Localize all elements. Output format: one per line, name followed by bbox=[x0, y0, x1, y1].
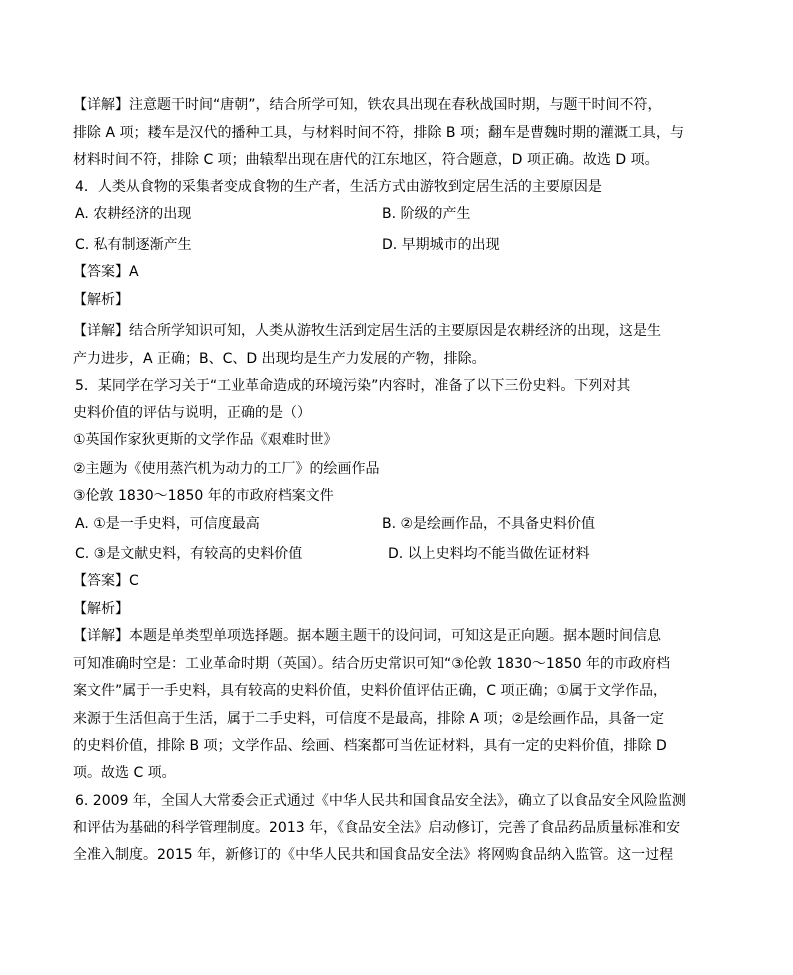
question-4-option-d: D. 早期城市的出现 bbox=[382, 237, 500, 253]
question-5-source-2: ②主题为《使用蒸汽机为动力的工厂》的绘画作品 bbox=[73, 461, 380, 477]
question-6-stem-line-3: 全准入制度。2015 年，新修订的《中华人民共和国食品安全法》将网购食品纳入监管。这一过程 bbox=[73, 847, 674, 863]
explanation-q5-line-5: 的史料价值，排除 B 项；文学作品、绘画、档案都可当佐证材料，具有一定的史料价值，排除 D bbox=[73, 738, 667, 754]
question-4-stem: 4．人类从食物的采集者变成食物的生产者，生活方式由游牧到定居生活的主要原因是 bbox=[75, 179, 602, 195]
question-5-option-b: B. ②是绘画作品，不具备史料价值 bbox=[382, 516, 596, 532]
question-4-analysis-heading: 【解析】 bbox=[73, 292, 129, 308]
explanation-q3-line-3: 材料时间不符，排除 C 项；曲辕犁出现在唐代的江东地区，符合题意，D 项正确。故选 D 项。 bbox=[73, 152, 659, 168]
question-5-answer: 【答案】C bbox=[73, 573, 139, 589]
explanation-q3-line-2: 排除 A 项；耧车是汉代的播种工具，与材料时间不符，排除 B 项；翻车是曹魏时期的灌溉工具，与 bbox=[73, 125, 684, 141]
question-5-source-1: ①英国作家狄更斯的文学作品《艰难时世》 bbox=[73, 432, 338, 448]
question-5-stem-line-2: 史料价值的评估与说明，正确的是（） bbox=[73, 405, 311, 421]
explanation-q5-line-6: 项。故选 C 项。 bbox=[73, 765, 176, 781]
question-5-stem-line-1: 5．某同学在学习关于“工业革命造成的环境污染”内容时，准备了以下三份史料。下列对其 bbox=[75, 378, 631, 394]
question-5-option-c: C. ③是文献史料，有较高的史料价值 bbox=[75, 546, 303, 562]
question-6-stem-line-1: 6. 2009 年，全国人大常委会正式通过《中华人民共和国食品安全法》，确立了以食品安全风险监测 bbox=[75, 793, 686, 809]
question-6-stem-line-2: 和评估为基础的科学管理制度。2013 年，《食品安全法》启动修订，完善了食品药品质量标准和安 bbox=[73, 820, 681, 836]
explanation-q5-line-3: 案文件”属于一手史料，具有较高的史料价值，史料价值评估正确，C 项正确；①属于文学作品， bbox=[73, 683, 668, 699]
question-5-option-d: D. 以上史料均不能当做佐证材料 bbox=[388, 546, 590, 562]
explanation-q5-line-2: 可知准确时空是：工业革命时期（英国）。结合历史常识可知“③伦敦 1830～1850 年的市政府档 bbox=[73, 656, 670, 672]
explanation-q4-line-2: 产力进步，A 正确；B、C、D 出现均是生产力发展的产物，排除。 bbox=[73, 351, 486, 367]
question-4-option-a: A. 农耕经济的出现 bbox=[75, 206, 192, 222]
question-4-option-c: C. 私有制逐渐产生 bbox=[75, 237, 192, 253]
question-5-analysis-heading: 【解析】 bbox=[73, 601, 129, 617]
explanation-q4-line-1: 【详解】结合所学知识可知，人类从游牧生活到定居生活的主要原因是农耕经济的出现，这是生 bbox=[73, 323, 661, 339]
question-4-answer: 【答案】A bbox=[73, 264, 139, 280]
question-5-option-a: A. ①是一手史料，可信度最高 bbox=[75, 516, 260, 532]
question-5-source-3: ③伦敦 1830～1850 年的市政府档案文件 bbox=[73, 488, 334, 504]
explanation-q5-line-4: 来源于生活但高于生活，属于二手史料，可信度不是最高，排除 A 项；②是绘画作品，具备一定 bbox=[73, 711, 665, 727]
explanation-q5-line-1: 【详解】本题是单类型单项选择题。据本题主题干的设问词，可知这是正向题。据本题时间信息 bbox=[73, 628, 661, 644]
question-4-option-b: B. 阶级的产生 bbox=[382, 206, 471, 222]
explanation-q3-line-1: 【详解】注意题干时间“唐朝”，结合所学可知，铁农具出现在春秋战国时期，与题干时间不符， bbox=[73, 97, 662, 113]
